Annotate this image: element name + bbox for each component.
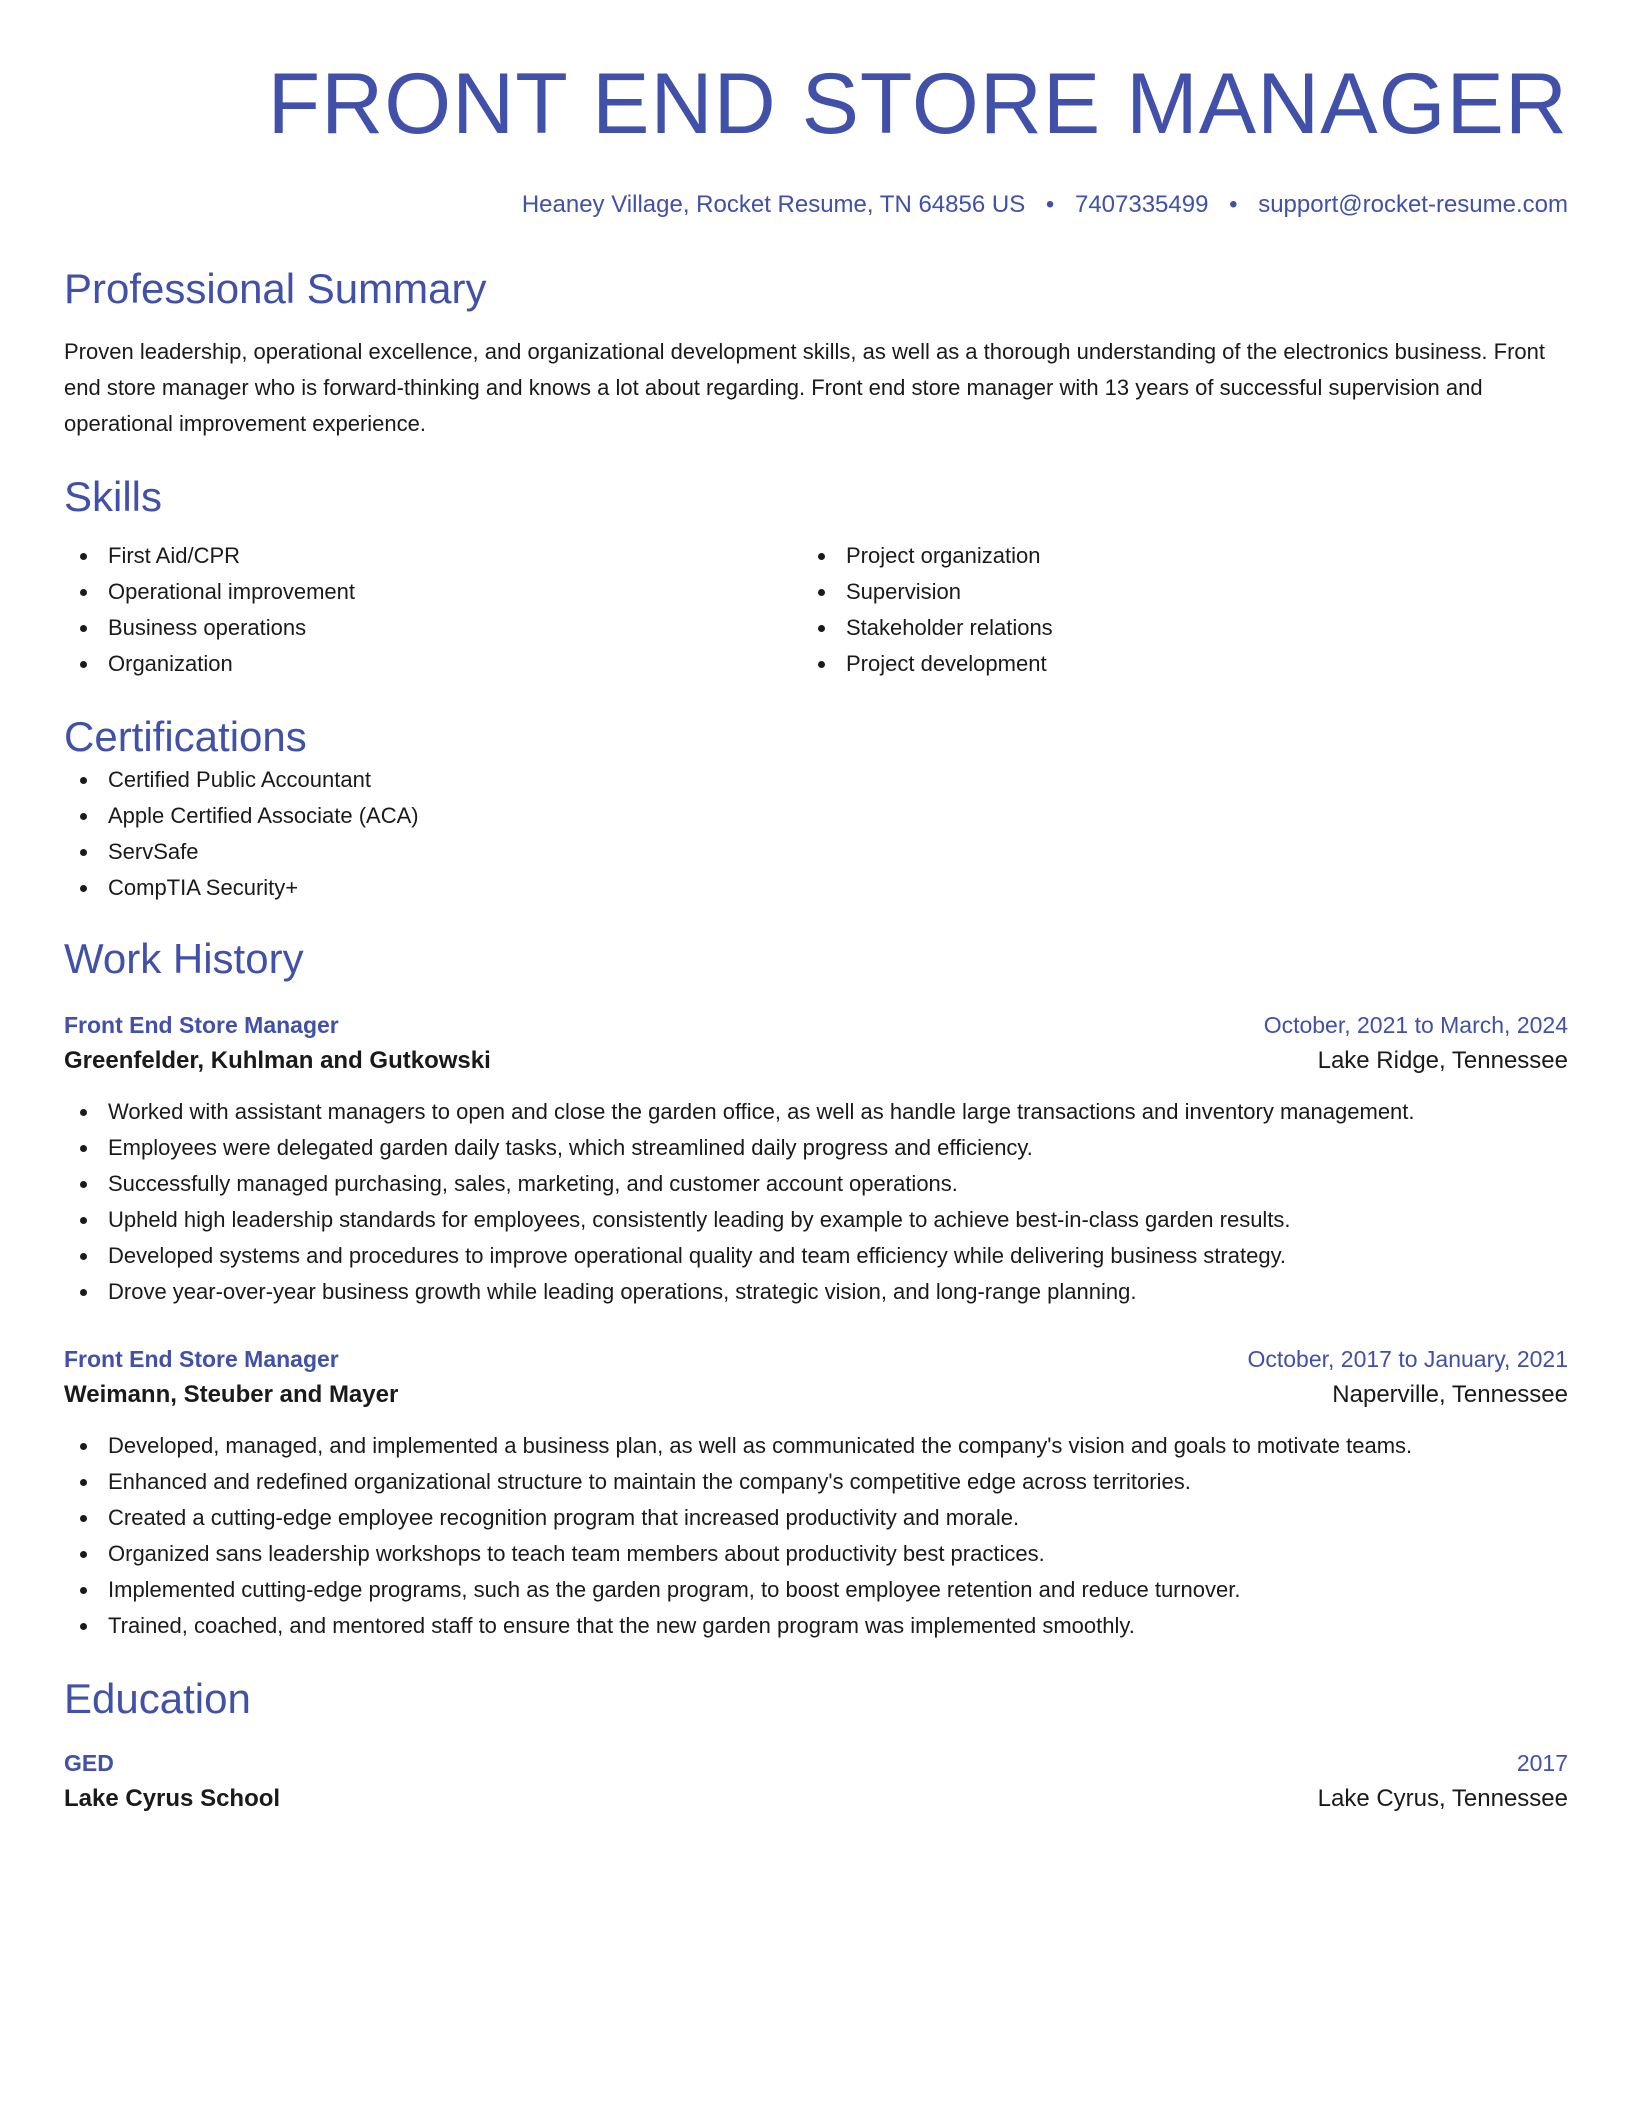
education-location: Lake Cyrus, Tennessee	[1317, 1785, 1568, 1812]
job-bullet: Implemented cutting-edge programs, such as the garden program, to boost employee retention and reduce turnover.	[64, 1572, 1568, 1608]
job-bullet: Developed, managed, and implemented a business plan, as well as communicated the company's vision and goals to motivate teams.	[64, 1428, 1568, 1464]
job-title-row	[64, 1342, 1568, 1376]
job-title: Front End Store Manager	[64, 1346, 339, 1372]
skill-item: Supervision	[802, 574, 1540, 610]
skill-item: Project development	[802, 646, 1540, 682]
work-history-heading: Work History	[64, 935, 304, 982]
contact-line	[64, 190, 1568, 220]
job-location: Lake Ridge, Tennessee	[1317, 1047, 1568, 1074]
candidate-name: FRONT END STORE MANAGER	[267, 56, 1568, 152]
education-school: Lake Cyrus School	[64, 1785, 281, 1812]
education-year: 2017	[1516, 1750, 1568, 1776]
job-bullet: Trained, coached, and mentored staff to ensure that the new garden program was implemented smoothly.	[64, 1608, 1568, 1644]
contact-email: support@rocket-resume.com	[1258, 191, 1568, 218]
skill-item: First Aid/CPR	[64, 538, 802, 574]
job-entry	[64, 1008, 1568, 1310]
certifications-heading: Certifications	[64, 713, 307, 760]
job-dates: October, 2021 to March, 2024	[1263, 1012, 1568, 1038]
job-company: Weimann, Steuber and Mayer	[64, 1381, 399, 1408]
job-dates: October, 2017 to January, 2021	[1247, 1346, 1568, 1372]
skills-section	[64, 472, 1568, 682]
certification-item: Certified Public Accountant	[64, 762, 1568, 798]
summary-heading: Professional Summary	[64, 265, 487, 312]
education-degree-row	[64, 1746, 1568, 1780]
summary-text: Proven leadership, operational excellence, and organizational development skills, as well as a thorough understanding of the electronics business. Front end store manager who is forward-thinking and knows a lot about regarding. Front end store manager with 13 years of successful supervision and operational improvement experience.	[64, 339, 1545, 436]
skill-item: Stakeholder relations	[802, 610, 1540, 646]
job-location: Naperville, Tennessee	[1332, 1381, 1568, 1408]
summary-section	[64, 264, 1568, 442]
contact-separator: •	[1045, 191, 1055, 218]
education-section	[64, 1674, 1568, 1818]
education-heading: Education	[64, 1675, 251, 1722]
job-bullet: Drove year-over-year business growth while leading operations, strategic vision, and long-range planning.	[64, 1274, 1568, 1310]
education-degree: GED	[64, 1750, 114, 1776]
work-history-section	[64, 934, 1568, 1644]
education-school-row	[64, 1780, 1568, 1818]
certifications-list	[64, 762, 1568, 906]
job-company-row	[64, 1042, 1568, 1080]
skill-item: Project organization	[802, 538, 1540, 574]
certification-item: Apple Certified Associate (ACA)	[64, 798, 1568, 834]
job-bullet: Developed systems and procedures to improve operational quality and team efficiency while delivering business strategy.	[64, 1238, 1568, 1274]
job-bullet: Upheld high leadership standards for employees, consistently leading by example to achieve best-in-class garden results.	[64, 1202, 1568, 1238]
skills-heading: Skills	[64, 473, 163, 520]
skills-list-left	[64, 538, 802, 682]
contact-separator: •	[1229, 191, 1238, 218]
job-title: Front End Store Manager	[64, 1012, 339, 1038]
certifications-section	[64, 712, 1568, 906]
job-bullets	[64, 1094, 1568, 1310]
skill-item: Organization	[64, 646, 802, 682]
job-bullet: Organized sans leadership workshops to teach team members about productivity best practices.	[64, 1536, 1568, 1572]
job-bullet: Successfully managed purchasing, sales, marketing, and customer account operations.	[64, 1166, 1568, 1202]
contact-phone: 7407335499	[1074, 191, 1209, 218]
resume-header	[64, 0, 1568, 220]
skill-item: Operational improvement	[64, 574, 802, 610]
certification-item: ServSafe	[64, 834, 1568, 870]
skill-item: Business operations	[64, 610, 802, 646]
job-title-row	[64, 1008, 1568, 1042]
skills-list-right	[802, 538, 1540, 682]
job-company: Greenfelder, Kuhlman and Gutkowski	[64, 1047, 491, 1074]
job-company-row	[64, 1376, 1568, 1414]
job-bullet: Worked with assistant managers to open and close the garden office, as well as handle large transactions and inventory management.	[64, 1094, 1568, 1130]
contact-address: Heaney Village, Rocket Resume, TN 64856 US	[521, 191, 1026, 218]
skills-grid	[64, 538, 1568, 682]
job-bullet: Employees were delegated garden daily tasks, which streamlined daily progress and efficiency.	[64, 1130, 1568, 1166]
education-entry	[64, 1746, 1568, 1818]
job-bullet: Created a cutting-edge employee recognition program that increased productivity and morale.	[64, 1500, 1568, 1536]
certification-item: CompTIA Security+	[64, 870, 1568, 906]
job-bullet: Enhanced and redefined organizational structure to maintain the company's competitive edge across territories.	[64, 1464, 1568, 1500]
job-entry	[64, 1342, 1568, 1644]
job-bullets	[64, 1428, 1568, 1644]
